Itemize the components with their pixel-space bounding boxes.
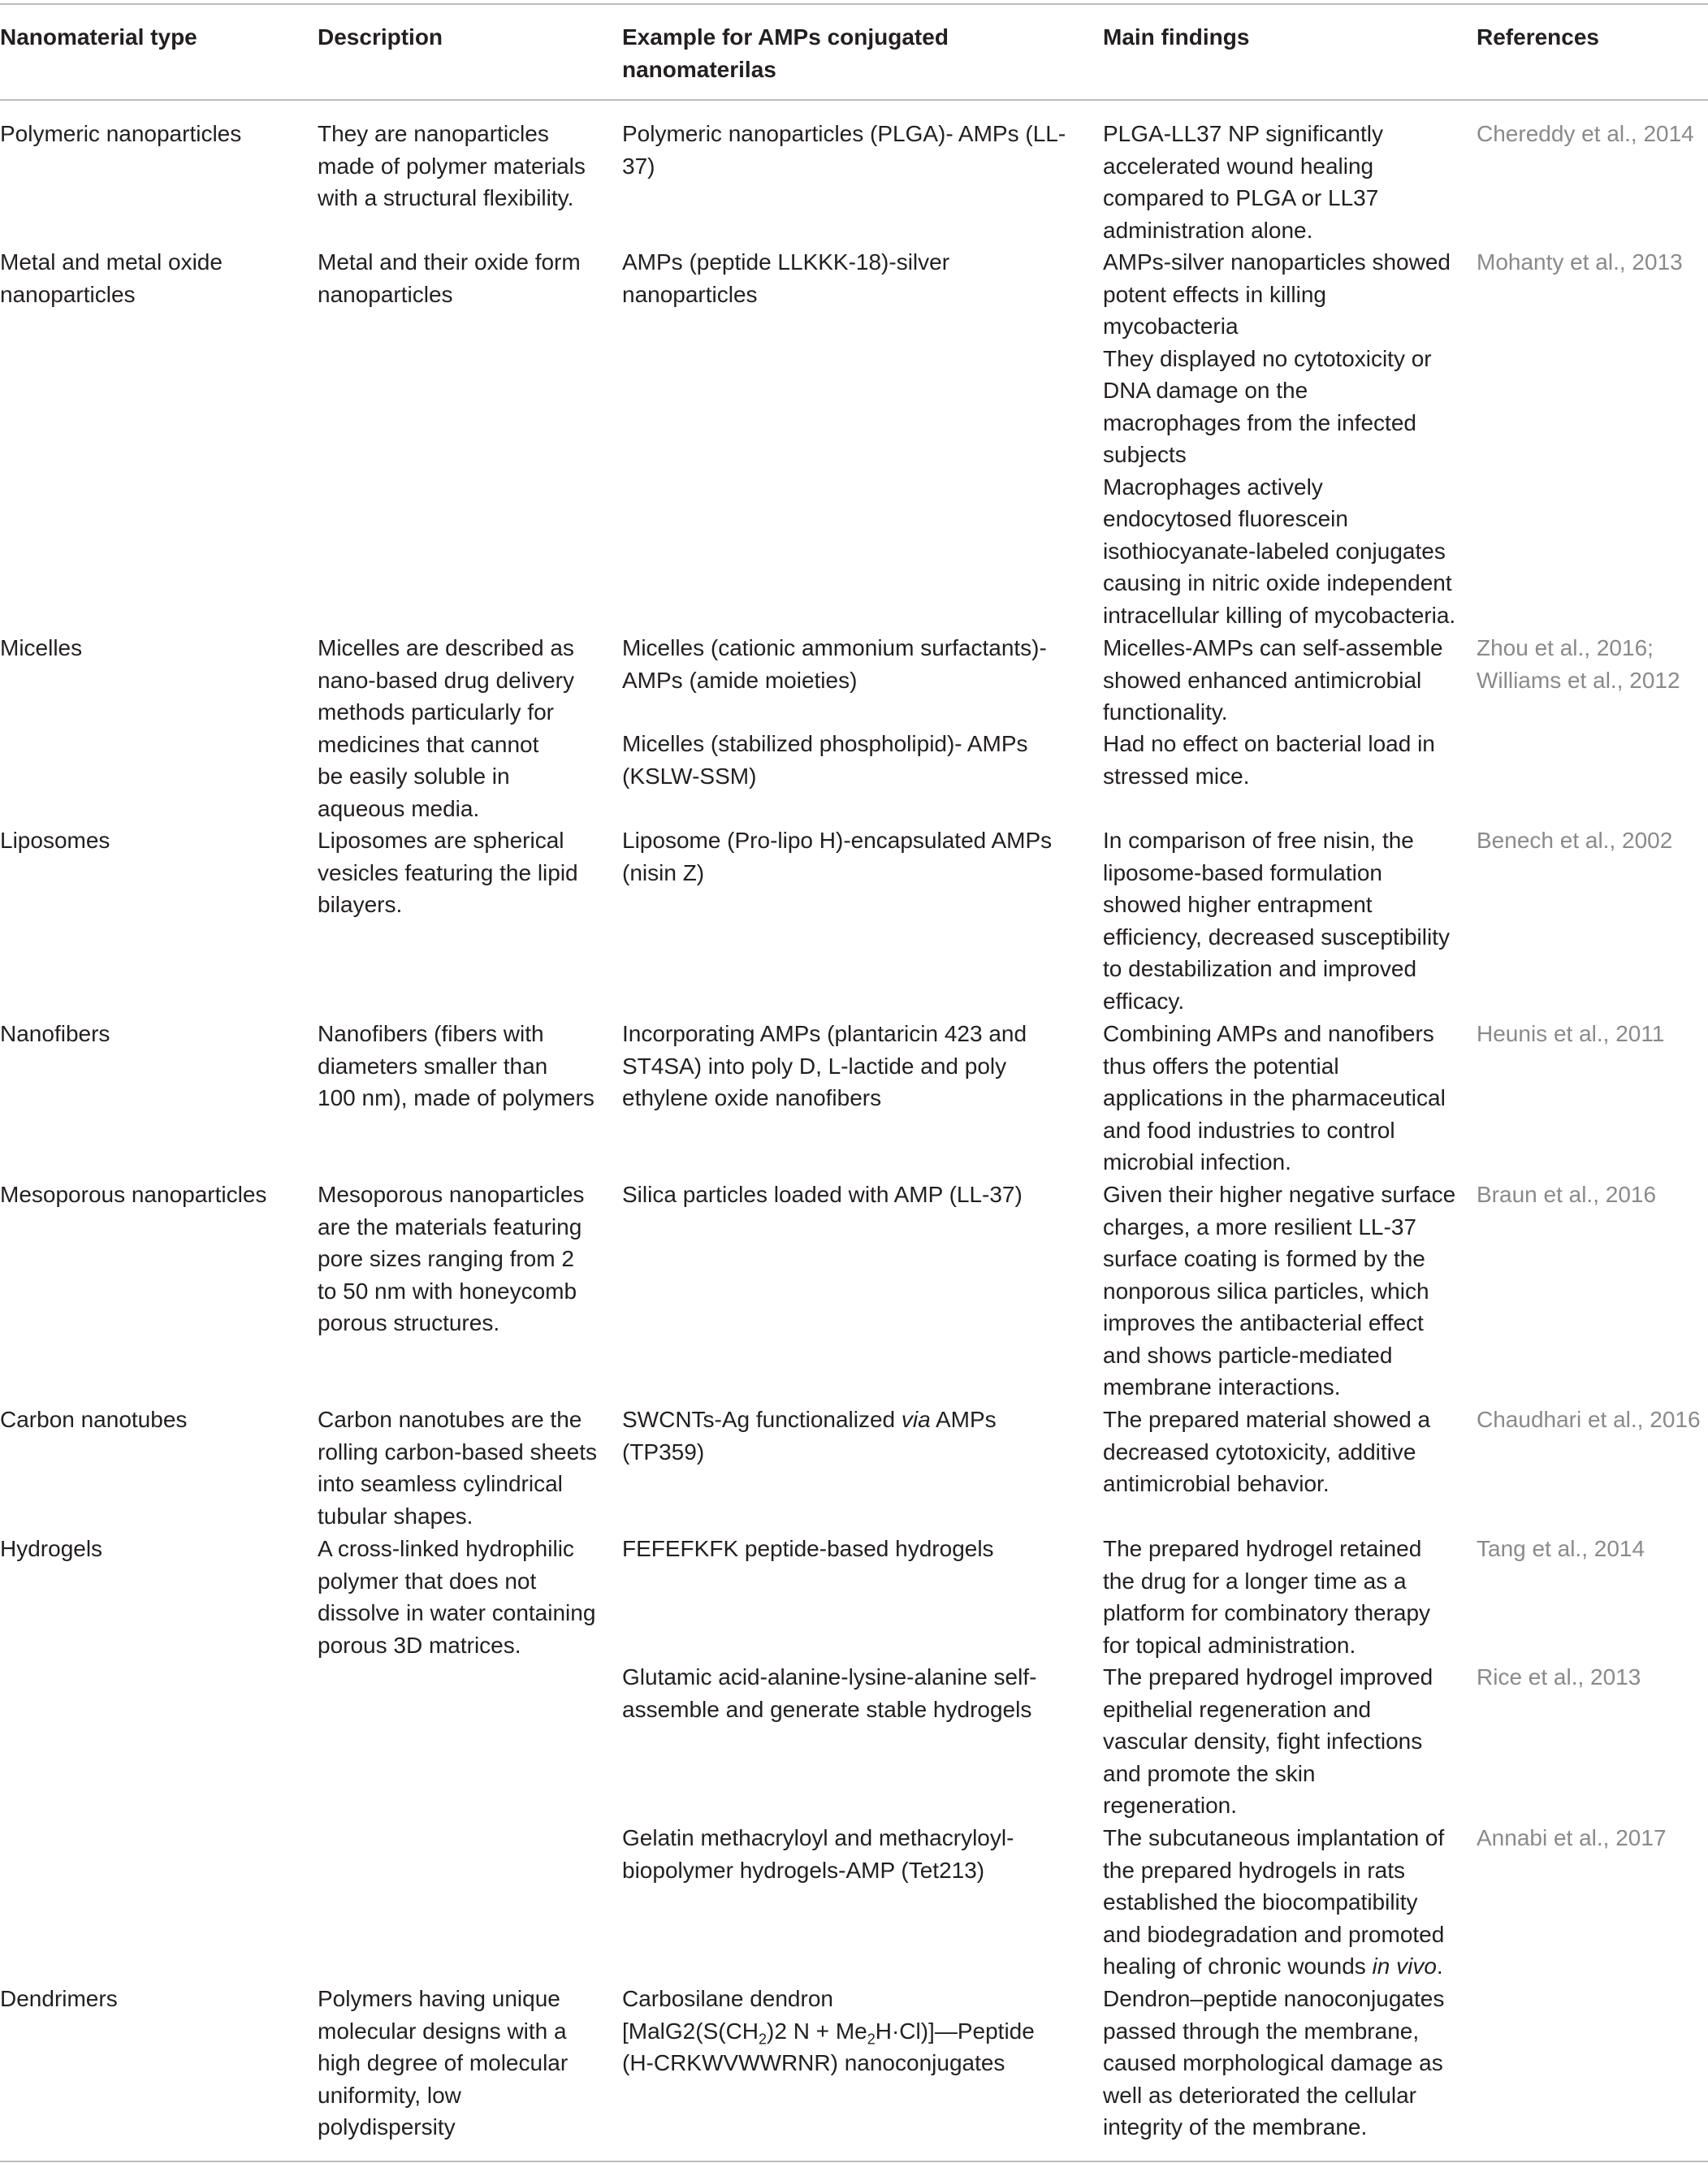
row-micelles-example-b: Micelles (stabilized phospholipid)- AMPs (KSLW-SSM) <box>622 731 1028 789</box>
row-hydrogels-example-a: FEFEFKFK peptide-based hydrogels <box>622 1536 994 1561</box>
header-description: Description <box>318 24 443 50</box>
row-mesoporous-description: Mesoporous nanoparticles are the materials featuring pore sizes ranging from 2 to 50 nm with honeycomb porous structures. <box>318 1182 585 1335</box>
row-hydrogels-example-c: Gelatin methacryloyl and methacryloyl- biopolymer hydrogels-AMP (Tet213) <box>622 1825 1014 1883</box>
row-polymeric-example: Polymeric nanoparticles (PLGA)- AMPs (LL- 37) <box>622 121 1066 179</box>
row-hydrogels-findings-b: The prepared hydrogel improved epithelial regeneration and vascular density, fight infections and promote the skin regeneration. <box>1103 1664 1433 1818</box>
row-liposomes-description: Liposomes are spherical vesicles featuring the lipid bilayers. <box>318 828 578 917</box>
row-polymeric-findings: PLGA-LL37 NP significantly accelerated wound healing compared to PLGA or LL37 administration alone. <box>1103 121 1383 243</box>
row-mesoporous-reference: Braun et al., 2016 <box>1477 1182 1657 1207</box>
row-polymeric-reference: Chereddy et al., 2014 <box>1477 121 1694 146</box>
row-carbon-reference: Chaudhari et al., 2016 <box>1477 1407 1701 1432</box>
row-hydrogels-findings-a: The prepared hydrogel retained the drug for a longer time as a platform for combinatory therapy for topical administration. <box>1103 1536 1431 1658</box>
row-dendrimers-findings: Dendron–peptide nanoconjugates passed through the membrane, caused morphological damage as well as deteriorated the cellular integrity of the membrane. <box>1103 1986 1445 2140</box>
row-carbon-findings: The prepared material showed a decreased cytotoxicity, additive antimicrobial behavior. <box>1103 1407 1431 1496</box>
row-metal-findings: AMPs-silver nanoparticles showed potent effects in killing mycobacteria They displayed no cytotoxicity or DNA damage on the macrophages from the infected subjects Macrophages actively endocytosed fluorescein isothiocyanate-labeled conjugates causing in nitric oxide independent intracellular killing of mycobacteria. <box>1103 249 1456 628</box>
row-nanofibers-type: Nanofibers <box>0 1021 110 1046</box>
row-hydrogels-reference-b: Rice et al., 2013 <box>1477 1664 1641 1690</box>
row-micelles-reference: Zhou et al., 2016; Williams et al., 2012 <box>1477 635 1680 693</box>
row-carbon-example: SWCNTs-Ag functionalized via AMPs (TP359) <box>622 1407 997 1465</box>
row-dendrimers-example: Carbosilane dendron [$MalG2(S(CH_2)2$ $N + Me_2H\cdot Cl)]—Peptide$ (H-CRKWVWWRNR) nanoconjugates <box>622 1986 1035 2075</box>
row-liposomes-example: Liposome (Pro-lipo H)-encapsulated AMPs (nisin Z) <box>622 828 1053 885</box>
row-mesoporous-type: Mesoporous nanoparticles <box>0 1182 267 1207</box>
row-nanofibers-reference: Heunis et al., 2011 <box>1477 1021 1665 1046</box>
row-metal-reference: Mohanty et al., 2013 <box>1477 249 1683 275</box>
row-nanofibers-example: Incorporating AMPs (plantaricin 423 and ST4SA) into poly D, L-lactide and poly ethylene oxide nanofibers <box>622 1021 1027 1110</box>
header-example: Example for AMPs conjugated nanomaterilas <box>622 24 949 82</box>
row-liposomes-type: Liposomes <box>0 828 110 853</box>
row-hydrogels-description: A cross-linked hydrophilic polymer that does not dissolve in water containing porous 3D matrices. <box>318 1536 596 1658</box>
row-polymeric-type: Polymeric nanoparticles <box>0 121 242 146</box>
row-dendrimers-description: Polymers having unique molecular designs with a high degree of molecular uniformity, low polydispersity <box>318 1986 569 2140</box>
row-polymeric-description: They are nanoparticles made of polymer materials with a structural flexibility. <box>318 121 586 210</box>
row-metal-example: AMPs (peptide LLKKK-18)-silver nanoparticles <box>622 249 950 307</box>
row-carbon-description: Carbon nanotubes are the rolling carbon-based sheets into seamless cylindrical tubular shapes. <box>318 1407 597 1529</box>
row-mesoporous-example: Silica particles loaded with AMP (LL-37) <box>622 1182 1023 1207</box>
row-nanofibers-description: Nanofibers (fibers with diameters smaller than 100 nm), made of polymers <box>318 1021 595 1110</box>
row-micelles-description: Micelles are described as nano-based drug delivery methods particularly for medicines that cannot be easily soluble in aqueous media. <box>318 635 574 821</box>
row-hydrogels-reference-c: Annabi et al., 2017 <box>1477 1825 1667 1850</box>
row-hydrogels-example-b: Glutamic acid-alanine-lysine-alanine self- assemble and generate stable hydrogels <box>622 1664 1037 1722</box>
row-hydrogels-type: Hydrogels <box>0 1536 103 1561</box>
row-micelles-findings-a: Micelles-AMPs can self-assemble showed enhanced antimicrobial functionality. <box>1103 635 1443 725</box>
row-carbon-type: Carbon nanotubes <box>0 1407 188 1432</box>
row-dendrimers-type: Dendrimers <box>0 1986 118 2011</box>
header-references: References <box>1477 24 1599 50</box>
header-main-findings: Main findings <box>1103 24 1250 50</box>
header-nanomaterial-type: Nanomaterial type <box>0 24 197 50</box>
row-hydrogels-reference-a: Tang et al., 2014 <box>1477 1536 1645 1561</box>
row-liposomes-findings: In comparison of free nisin, the liposome-based formulation showed higher entrapment efficiency, decreased susceptibility to destabilization and improved efficacy. <box>1103 828 1450 1014</box>
row-micelles-example-a: Micelles (cationic ammonium surfactants)- AMPs (amide moieties) <box>622 635 1047 693</box>
table-bottom-rule <box>0 2161 1708 2162</box>
row-micelles-type: Micelles <box>0 635 83 660</box>
header-rule <box>0 99 1708 101</box>
row-hydrogels-findings-c: The subcutaneous implantation of the prepared hydrogels in rats established the biocompatibility and biodegradation and promoted healing of chronic wounds in vivo. <box>1103 1825 1445 1979</box>
row-mesoporous-findings: Given their higher negative surface charges, a more resilient LL-37 surface coating is formed by the nonporous silica particles, which improves the antibacterial effect and shows particle-mediated membrane interactions. <box>1103 1182 1456 1400</box>
row-micelles-findings-b: Had no effect on bacterial load in stressed mice. <box>1103 731 1435 789</box>
row-metal-type: Metal and metal oxide nanoparticles <box>0 249 223 307</box>
row-liposomes-reference: Benech et al., 2002 <box>1477 828 1673 853</box>
row-nanofibers-findings: Combining AMPs and nanofibers thus offers the potential applications in the pharmaceutical and food industries to control microbial infection. <box>1103 1021 1446 1175</box>
row-metal-description: Metal and their oxide form nanoparticles <box>318 249 581 307</box>
table-top-rule <box>0 3 1708 5</box>
